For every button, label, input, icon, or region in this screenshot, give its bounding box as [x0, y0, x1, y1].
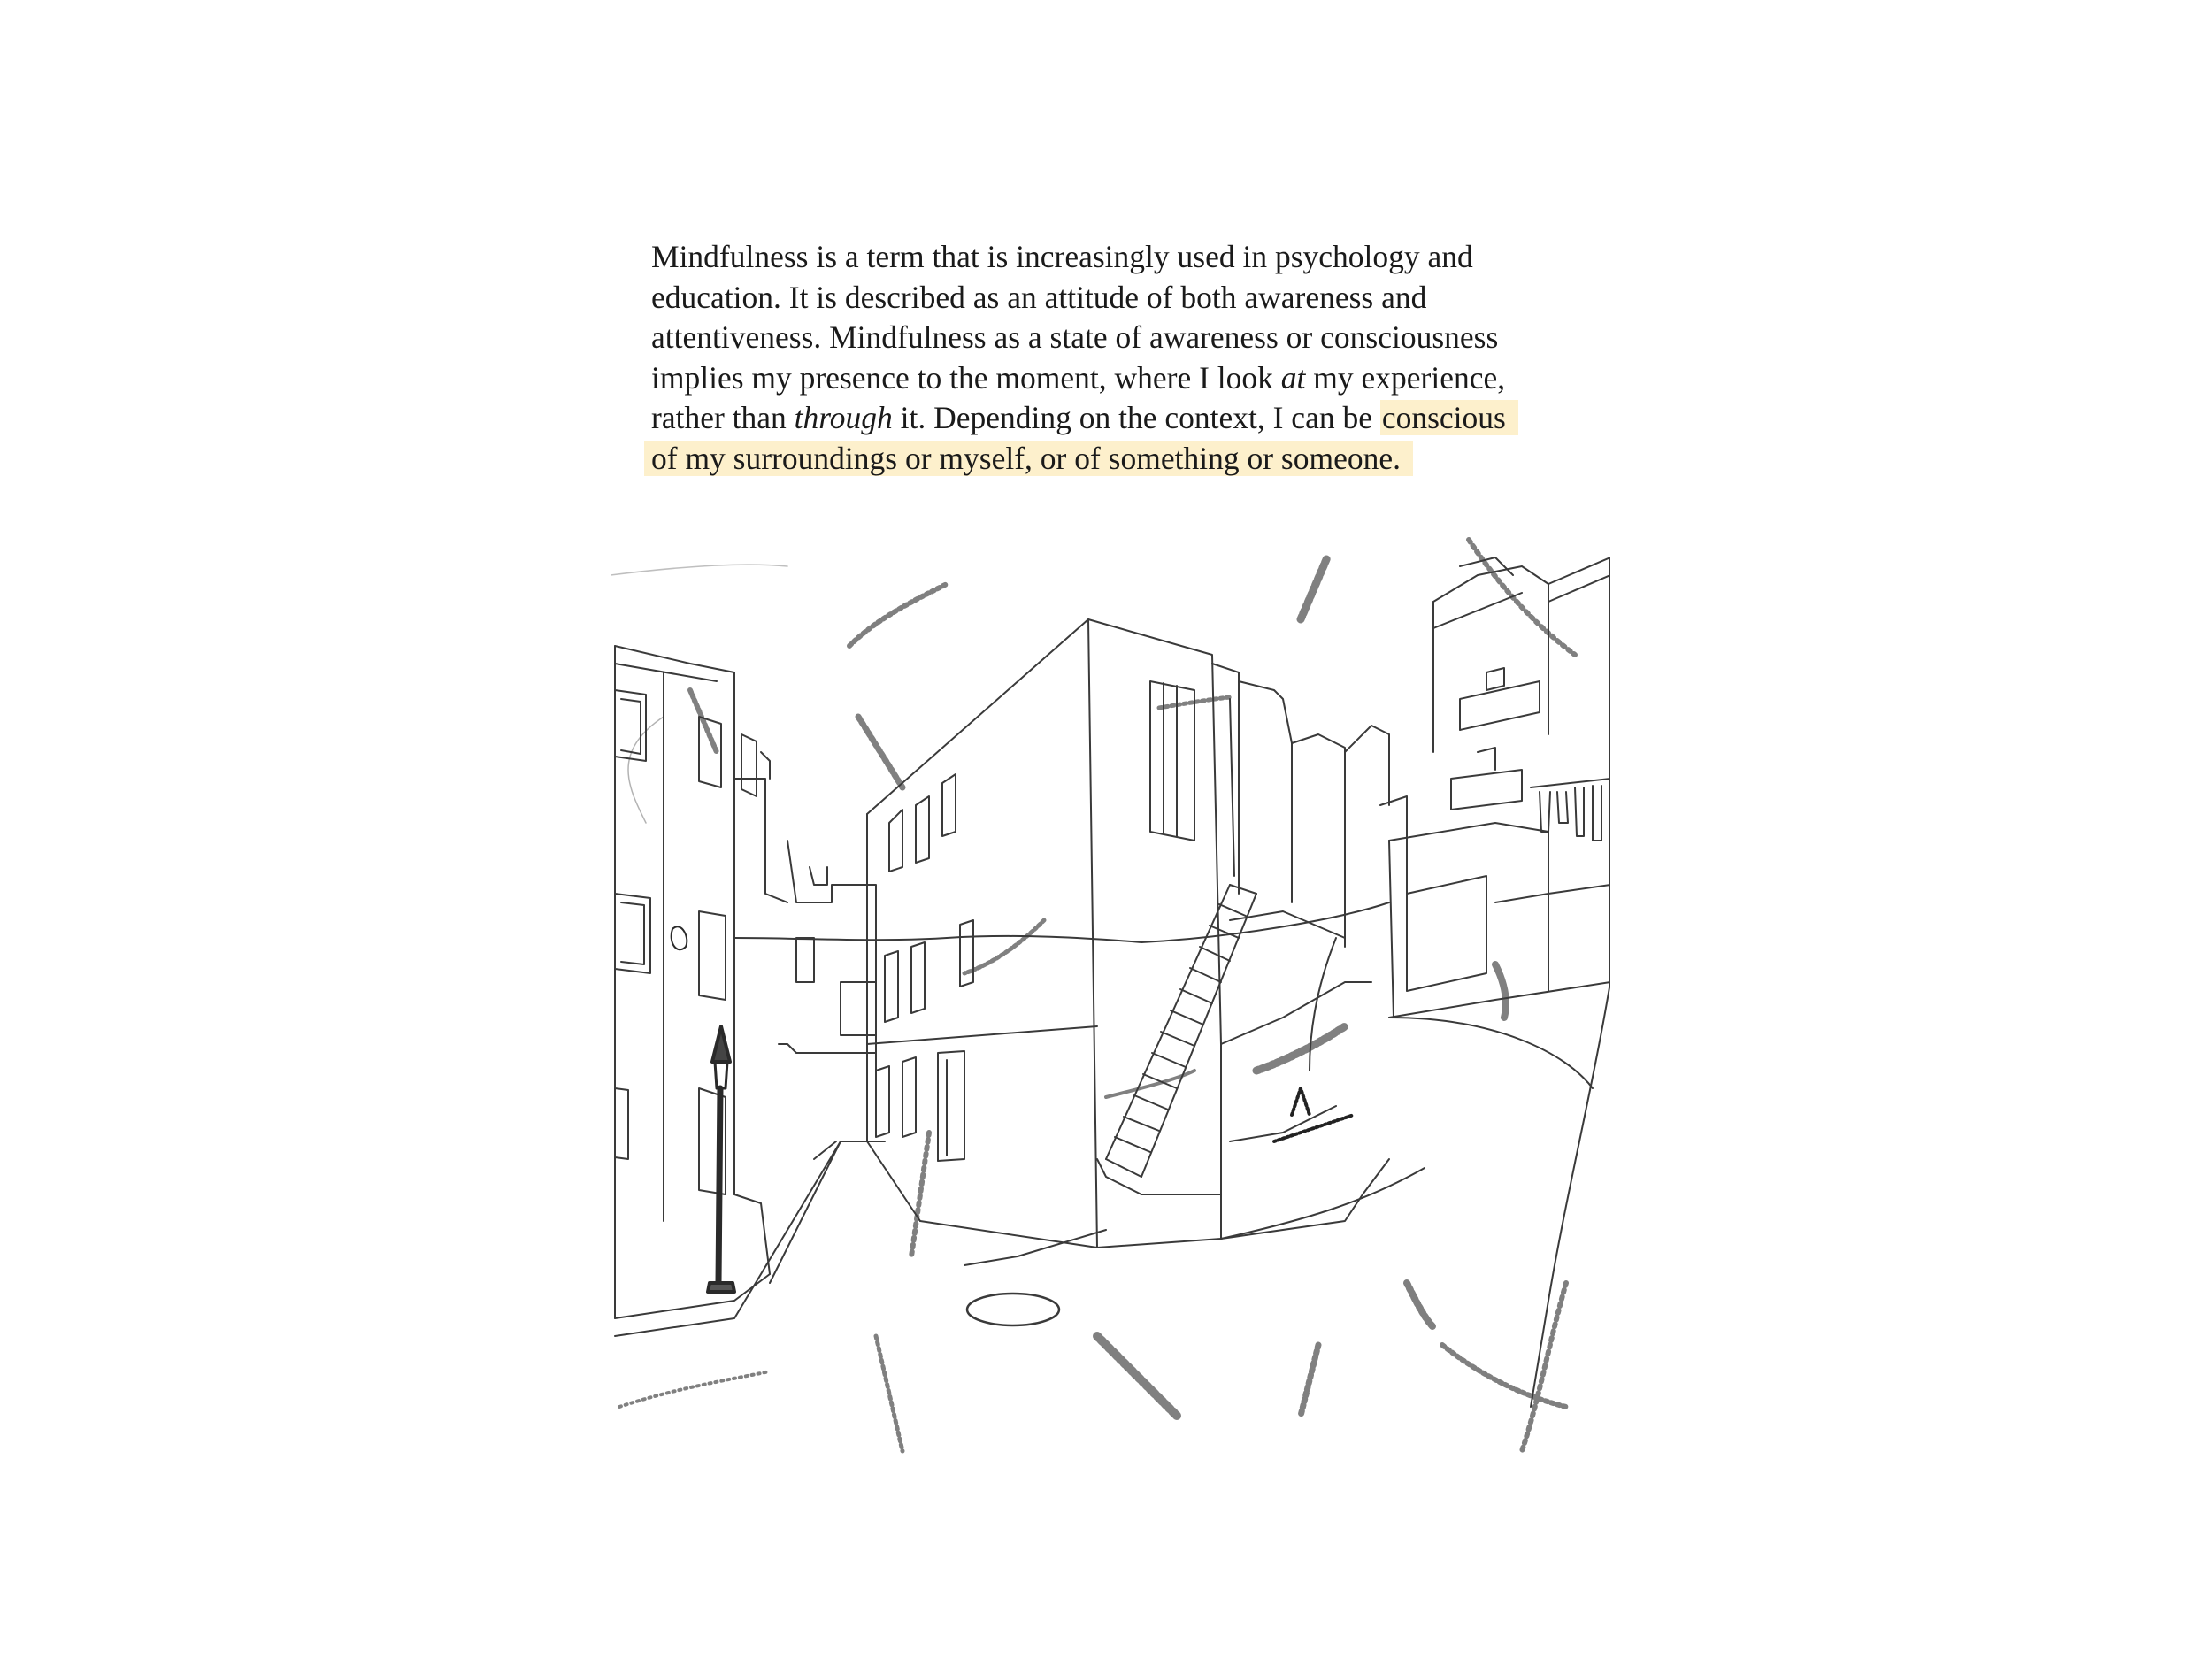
right-building	[1389, 557, 1610, 1018]
paragraph-line-5	[651, 398, 1589, 439]
left-building	[615, 646, 787, 1318]
street-sketch-illustration	[611, 522, 1610, 1478]
highlight-conscious: conscious	[1380, 400, 1518, 435]
street-foreground	[615, 982, 1610, 1407]
highlight-surroundings: of my surroundings or myself, or of something or someone.	[644, 441, 1413, 476]
plant-pots	[1274, 1088, 1354, 1141]
line-5-text-a: rather than	[651, 400, 795, 435]
paragraph-line-2: education. It is described as an attitude of both awareness and	[651, 279, 1427, 315]
body-paragraph	[651, 237, 1589, 479]
paragraph-line-3: attentiveness. Mindfulness as a state of awareness or consciousness	[651, 319, 1499, 355]
emphasis-through: through	[794, 400, 893, 435]
right-middle-buildings	[1212, 664, 1407, 1239]
emphasis-at: at	[1280, 359, 1306, 396]
paragraph-line-1: Mindfulness is a term that is increasingly used in psychology and	[651, 239, 1473, 274]
paragraph-line-4	[651, 358, 1589, 399]
line-4-text-a: implies my presence to the moment, where I look	[651, 359, 1281, 396]
street-sketch-svg	[611, 522, 1610, 1478]
line-4-text-b: my experience,	[1305, 359, 1506, 396]
line-5-text-b: it. Depending on the context, I can be	[892, 400, 1380, 435]
paragraph-line-6	[651, 439, 1589, 480]
central-building	[867, 619, 1221, 1248]
